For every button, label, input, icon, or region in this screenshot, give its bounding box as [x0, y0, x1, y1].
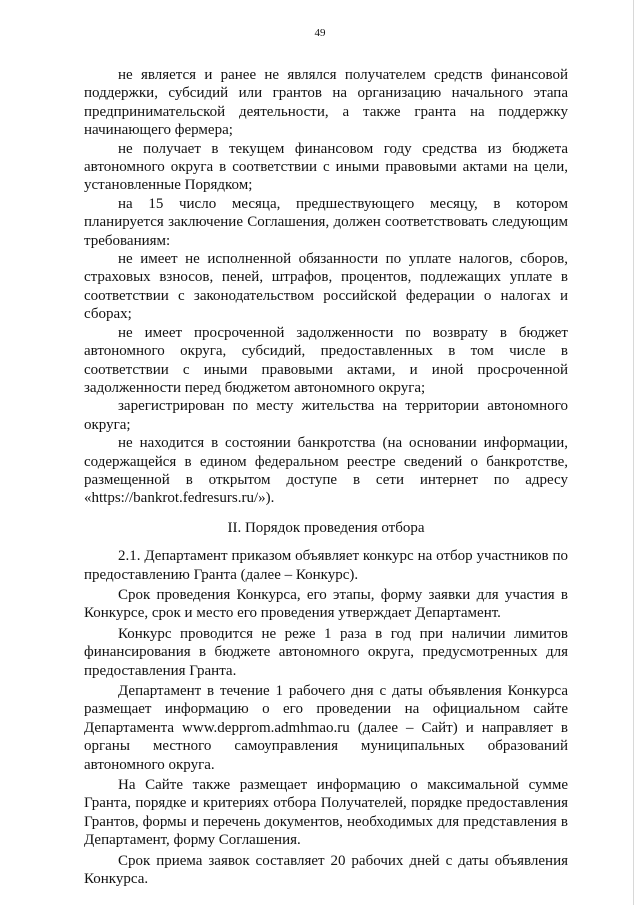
paragraph: Срок приема заявок составляет 20 рабочих дней с даты объявления Конкурса.: [84, 852, 568, 888]
paragraph: не имеет просроченной задолженности по возврату в бюджет автономного округа, субсидий, предоставленных в том числе в соответствии с иными правовыми актами, и иной просроченной задолженности перед бюджетом автономного округа;: [84, 324, 568, 396]
paragraph: не является и ранее не являлся получателем средств финансовой поддержки, субсидий или грантов на организацию начального этапа предпринимательской деятельности, а также гранта на поддержку начинающего фермера;: [84, 67, 568, 139]
paragraph: Срок проведения Конкурса, его этапы, форму заявки для участия в Конкурсе, срок и место его проведения утверждает Департамент.: [84, 586, 568, 622]
section-heading: II. Порядок проведения отбора: [227, 519, 425, 536]
paragraph: зарегистрирован по месту жительства на территории автономного округа;: [84, 398, 568, 433]
document-body: [84, 66, 568, 888]
page-number: 49: [314, 27, 326, 39]
paragraph: не получает в текущем финансовом году средства из бюджета автономного округа в соответствии с иными правовыми актами на цели, установленные Порядком;: [84, 140, 568, 194]
paragraph: Конкурс проводится не реже 1 раза в год при наличии лимитов финансирования в бюджете автономного округа, предусмотренных для предоставления Гранта.: [84, 625, 568, 679]
paragraph: не имеет не исполненной обязанности по уплате налогов, сборов, страховых взносов, пеней, штрафов, процентов, подлежащих уплате в соответствии с законодательством российской федерации о налогах и сборах;: [84, 251, 568, 323]
page-edge-divider: [633, 0, 634, 905]
paragraph: Департамент в течение 1 рабочего дня с даты объявления Конкурса размещает информацию о его проведении на официальном сайте Департамента www.depprom.admhmao.ru (далее – Сайт) и направляет в органы местного самоуправления муниципальных образований автономного округа.: [84, 683, 568, 773]
paragraph: На Сайте также размещает информацию о максимальной сумме Гранта, порядке и критериях отбора Получателей, порядке предоставления Грантов, формы и перечень документов, необходимых для представления в Департамент, форму Соглашения.: [84, 777, 568, 849]
paragraph: 2.1. Департамент приказом объявляет конкурс на отбор участников по предоставлению Гранта (далее – Конкурс).: [84, 548, 568, 583]
paragraph: не находится в состоянии банкротства (на основании информации, содержащейся в едином федеральном реестре сведений о банкротстве, размещенной в открытом доступе в сети интернет по адресу «https://bankrot.fedresurs.ru/»).: [84, 435, 568, 507]
paragraph: на 15 число месяца, предшествующего месяцу, в котором планируется заключение Соглашения, должен соответствовать следующим требованиям:: [84, 195, 568, 249]
